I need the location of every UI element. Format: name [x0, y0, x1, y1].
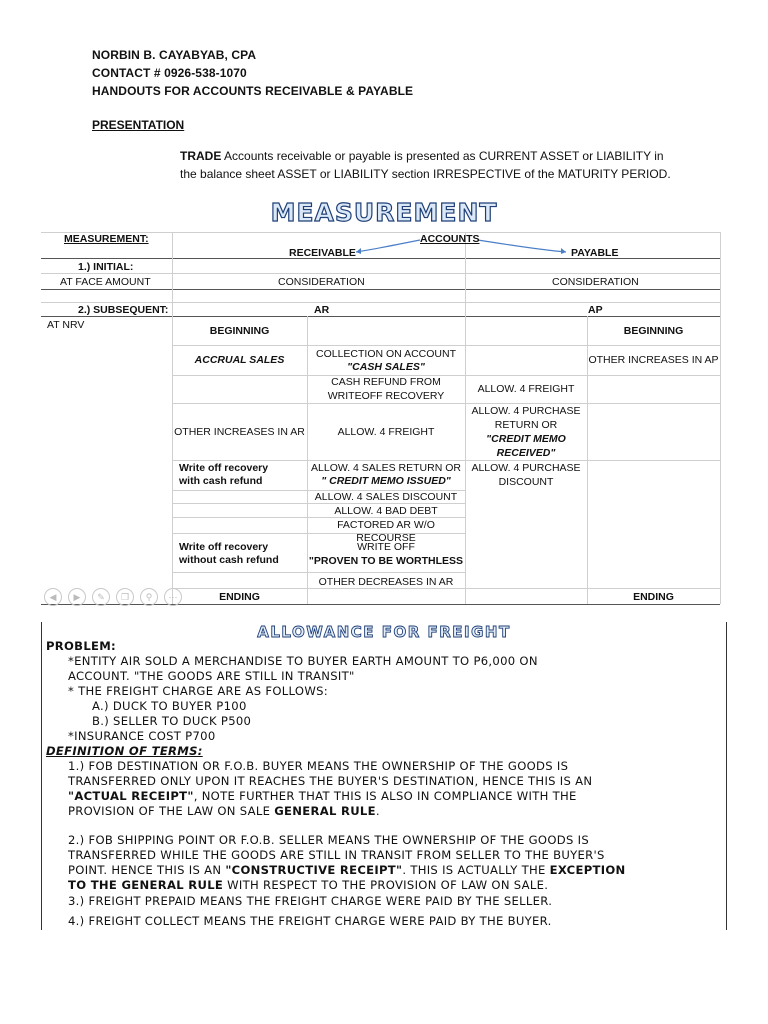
cash-refund-line1: CASH REFUND FROM [331, 376, 441, 388]
problem-line6: *INSURANCE COST P700 [68, 729, 216, 743]
presentation-heading: PRESENTATION [92, 118, 185, 132]
def1-line2: TRANSFERRED ONLY UPON IT REACHES THE BUYER'S DESTINATION, HENCE THIS IS AN [68, 774, 593, 788]
def2-line2: TRANSFERRED WHILE THE GOODS ARE STILL IN TRANSIT FROM SELLER TO THE BUYER'S [68, 848, 605, 862]
wo-recovery-refund-line2: with cash refund [179, 475, 263, 487]
def1-line4-text: PROVISION OF THE LAW ON SALE [68, 804, 275, 818]
problem-line5: B.) SELLER TO DUCK P500 [92, 714, 252, 728]
cash-refund-line2: WRITEOFF RECOVERY [327, 390, 445, 402]
exception-word: EXCEPTION [549, 863, 626, 877]
def1-line3 [68, 789, 577, 804]
def1-line1: 1.) FOB DESTINATION OR F.O.B. BUYER MEANS THE OWNERSHIP OF THE GOODS IS [68, 759, 569, 773]
viewer-toolbar [44, 588, 182, 606]
cash-sales: "CASH SALES" [347, 361, 425, 373]
allow-purchase-discount-line1: ALLOW. 4 PURCHASE [471, 462, 581, 474]
allow-freight-ar: ALLOW. 4 FREIGHT [337, 426, 435, 438]
def4: 4.) FREIGHT COLLECT MEANS THE FREIGHT CHARGE WERE PAID BY THE BUYER. [68, 914, 552, 928]
problem-line1: *ENTITY AIR SOLD A MERCHANDISE TO BUYER EARTH AMOUNT TO P6,000 ON [68, 654, 538, 668]
copy-icon[interactable]: ❐ [116, 588, 134, 606]
factored-ar: FACTORED AR W/O RECOURSE [337, 519, 435, 544]
def1-line4 [68, 804, 380, 819]
credit-memo-received-line1: "CREDIT MEMO [486, 433, 566, 445]
ar-header: AR [314, 304, 330, 316]
trade-bold: TRADE [180, 149, 222, 163]
receivable-header: RECEIVABLE [289, 247, 356, 259]
def2-line3 [68, 863, 625, 878]
def3: 3.) FREIGHT PREPAID MEANS THE FREIGHT CHARGE WERE PAID BY THE SELLER. [68, 894, 553, 908]
payable-header: PAYABLE [571, 247, 619, 259]
constructive-receipt: "CONSTRUCTIVE RECEIPT" [225, 863, 403, 877]
previous-page-icon[interactable]: ◀ [44, 588, 62, 606]
problem-label: PROBLEM: [46, 639, 116, 653]
accounts-arrows [0, 0, 768, 270]
other-decreases-ar: OTHER DECREASES IN AR [318, 576, 454, 588]
problem-line3: * THE FREIGHT CHARGE ARE AS FOLLOWS: [68, 684, 328, 698]
def1-line3-text: , NOTE FURTHER THAT THIS IS ALSO IN COMPLIANCE WITH THE [193, 789, 577, 803]
ending-ar: ENDING [219, 591, 260, 603]
def1-line4-end: . [375, 804, 380, 818]
wo-recovery-norefund-line2: without cash refund [179, 554, 279, 566]
def2-line4-text: WITH RESPECT TO THE PROVISION OF LAW ON SALE. [223, 878, 549, 892]
author-name: NORBIN B. CAYABYAB, CPA [92, 48, 257, 62]
consideration-ap: CONSIDERATION [552, 276, 639, 288]
problem-line4: A.) DUCK TO BUYER P100 [92, 699, 247, 713]
consideration-ar: CONSIDERATION [278, 276, 365, 288]
def2-line4 [68, 878, 548, 893]
measurement-title: MEASUREMENT [270, 198, 498, 227]
to-general-rule: TO THE GENERAL RULE [68, 878, 224, 892]
credit-memo-received-line2: RECEIVED" [496, 447, 556, 459]
accrual-sales: ACCRUAL SALES [194, 354, 285, 366]
allow-sales-return: ALLOW. 4 SALES RETURN OR [311, 462, 461, 474]
write-off: WRITE OFF [357, 541, 415, 553]
allow-purchase-discount-line2: DISCOUNT [498, 476, 554, 488]
zoom-icon[interactable]: ⚲ [140, 588, 158, 606]
ap-header: AP [588, 304, 603, 316]
handout-title: HANDOUTS FOR ACCOUNTS RECEIVABLE & PAYABLE [92, 84, 414, 98]
def2-line1: 2.) FOB SHIPPING POINT OR F.O.B. SELLER MEANS THE OWNERSHIP OF THE GOODS IS [68, 833, 589, 847]
freight-title: ALLOWANCE FOR FREIGHT [257, 623, 511, 641]
proven-worthless: "PROVEN TO BE WORTHLESS [308, 555, 464, 567]
pen-icon[interactable]: ✎ [92, 588, 110, 606]
other-increases-ap: OTHER INCREASES IN AP [588, 354, 719, 366]
problem-line2: ACCOUNT. "THE GOODS ARE STILL IN TRANSIT" [68, 669, 355, 683]
def2-line3-text: POINT. HENCE THIS IS AN [68, 863, 226, 877]
allow-bad-debt: ALLOW. 4 BAD DEBT [334, 505, 438, 517]
measurement-label: MEASUREMENT: [64, 233, 149, 245]
subsequent-label: 2.) SUBSEQUENT: [78, 304, 169, 316]
allow-freight-ap: ALLOW. 4 FREIGHT [477, 383, 575, 395]
accounts-header: ACCOUNTS [420, 233, 480, 245]
beginning-ar: BEGINNING [209, 325, 270, 337]
at-face-amount: AT FACE AMOUNT [60, 276, 151, 288]
other-increases-ar: OTHER INCREASES IN AR [174, 426, 305, 438]
wo-recovery-norefund-line1: Write off recovery [179, 541, 269, 553]
beginning-ap: BEGINNING [623, 325, 684, 337]
contact-number: CONTACT # 0926-538-1070 [92, 66, 247, 80]
allow-purchase-line1: ALLOW. 4 PURCHASE [471, 405, 581, 417]
trade-text: Accounts receivable or payable is presented as CURRENT ASSET or LIABILITY in the balance sheet ASSET or LIABILITY section IRRESPECTIVE of the MATURITY PERIOD. [180, 149, 671, 181]
general-rule: GENERAL RULE [274, 804, 376, 818]
ending-ap: ENDING [633, 591, 674, 603]
wo-recovery-refund-line1: Write off recovery [179, 462, 269, 474]
def2-line3-mid: . THIS IS ACTUALLY THE [402, 863, 550, 877]
allow-sales-discount: ALLOW. 4 SALES DISCOUNT [314, 491, 458, 503]
next-page-icon[interactable]: ▶ [68, 588, 86, 606]
credit-memo-issued: " CREDIT MEMO ISSUED" [321, 475, 451, 487]
actual-receipt: "ACTUAL RECEIPT" [68, 789, 194, 803]
initial-label: 1.) INITIAL: [78, 261, 134, 273]
allow-purchase-line2: RETURN OR [494, 419, 558, 431]
more-icon[interactable]: ⋯ [164, 588, 182, 606]
collection-on-account: COLLECTION ON ACCOUNT [315, 348, 457, 360]
at-nrv: AT NRV [47, 319, 85, 331]
definition-label: DEFINITION OF TERMS: [46, 744, 203, 758]
